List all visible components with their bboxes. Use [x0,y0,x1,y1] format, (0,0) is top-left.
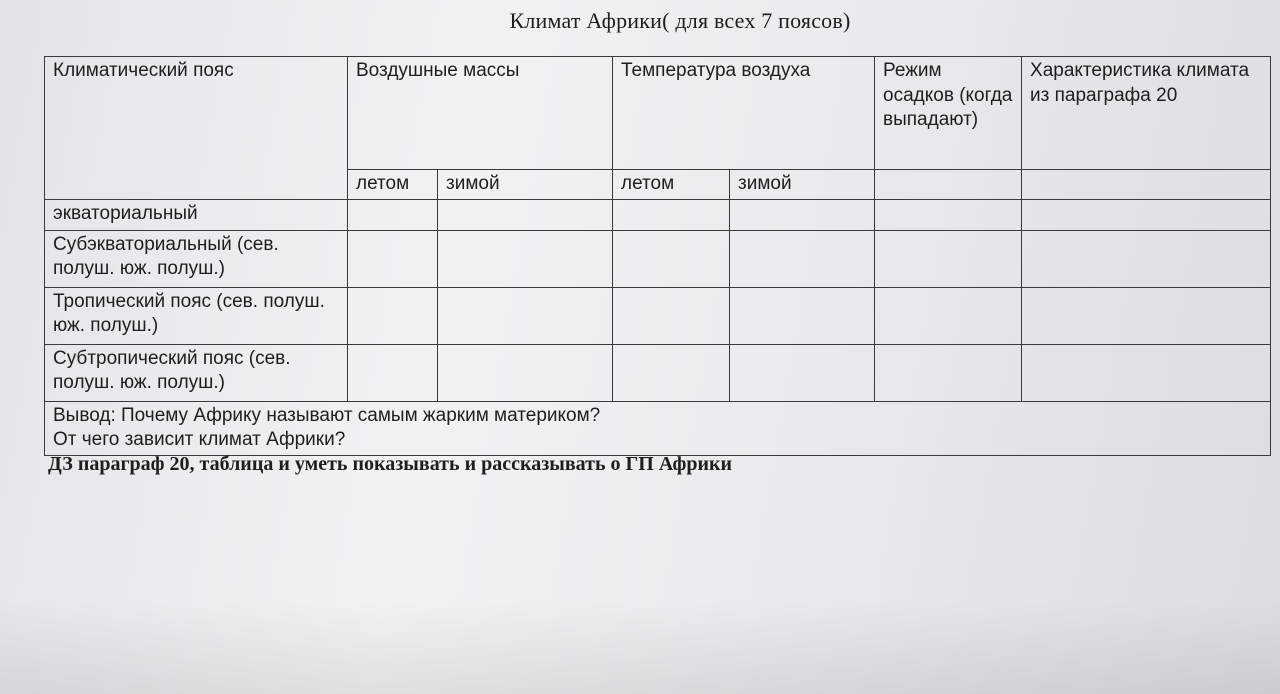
row-zone-label: экваториальный [45,199,348,230]
blank-cell [1022,230,1271,287]
table-row [45,199,1271,230]
blank-cell [613,287,730,344]
blank-cell [730,287,875,344]
blank-cell [613,230,730,287]
blank-cell [613,344,730,401]
table-row [45,230,1271,287]
table-row [45,344,1271,401]
blank-cell [875,230,1022,287]
subheader-temp-winter: зимой [730,170,875,200]
conclusion-cell [45,401,1271,455]
paper-shadow [0,600,1280,694]
conclusion-question-2: От чего зависит климат Африки? [53,429,346,451]
blank-cell [438,199,613,230]
blank-cell [438,287,613,344]
table-row [45,287,1271,344]
blank-cell [348,199,438,230]
blank-cell [1022,287,1271,344]
blank-cell [875,287,1022,344]
climate-table [44,56,1271,456]
blank-cell [875,199,1022,230]
header-precipitation: Режим осадков (когда выпадают) [875,57,1022,170]
blank-cell [1022,344,1271,401]
blank-cell [438,344,613,401]
header-temperature: Температура воздуха [613,57,875,170]
blank-cell [348,230,438,287]
blank-cell [730,199,875,230]
header-zone: Климатический пояс [45,57,348,200]
blank-cell [348,344,438,401]
header-air-masses: Воздушные массы [348,57,613,170]
blank-cell [438,230,613,287]
blank-cell [730,344,875,401]
empty-cell [875,170,1022,200]
blank-cell [730,230,875,287]
blank-cell [875,344,1022,401]
blank-cell [348,287,438,344]
worksheet-title: Климат Африки( для всех 7 поясов) [509,8,851,33]
table-header-row [45,57,1271,170]
blank-cell [613,199,730,230]
subheader-air-summer: летом [348,170,438,200]
row-zone-label: Субэкваториальный (сев. полуш. юж. полуш.) [45,230,348,287]
empty-cell [1022,170,1271,200]
row-zone-label: Тропический пояс (сев. полуш. юж. полуш.) [45,287,348,344]
subheader-temp-summer: летом [613,170,730,200]
conclusion-question-1: Вывод: Почему Африку называют самым жарким материком? [53,404,601,426]
header-characteristic: Характеристика климата из параграфа 20 [1022,57,1271,170]
blank-cell [1022,199,1271,230]
homework-note: ДЗ параграф 20, таблица и уметь показывать и рассказывать о ГП Африки [48,453,733,475]
subheader-air-winter: зимой [438,170,613,200]
conclusion-row [45,401,1271,455]
row-zone-label: Субтропический пояс (сев. полуш. юж. полуш.) [45,344,348,401]
